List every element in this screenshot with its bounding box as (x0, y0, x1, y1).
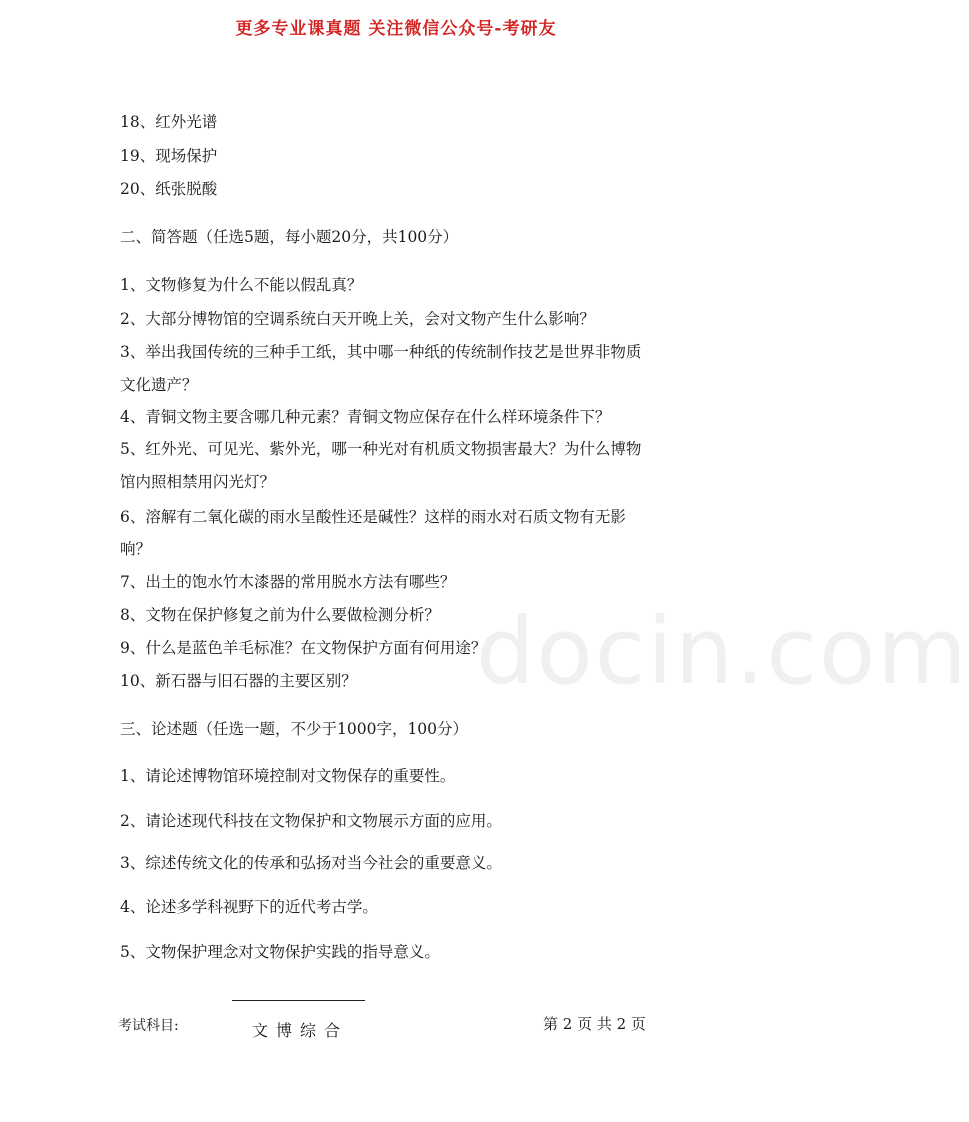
question-line: 响？ (120, 540, 152, 558)
question-line: 19、现场保护 (120, 147, 218, 165)
question-line: 3、综述传统文化的传承和弘扬对当今社会的重要意义。 (120, 854, 502, 872)
subject-label: 考试科目: (118, 1018, 179, 1034)
question-line: 8、文物在保护修复之前为什么要做检测分析？ (120, 606, 440, 624)
watermark: docin.com (476, 598, 969, 705)
question-line: 7、出土的饱水竹木漆器的常用脱水方法有哪些？ (120, 573, 456, 591)
question-line: 馆内照相禁用闪光灯？ (120, 473, 276, 491)
section-heading: 三、论述题（任选一题，不少于1000字，100分） (120, 720, 469, 738)
question-line: 5、文物保护理念对文物保护实践的指导意义。 (120, 943, 440, 961)
question-line: 2、请论述现代科技在文物保护和文物展示方面的应用。 (120, 812, 502, 830)
section-heading: 二、简答题（任选5题，每小题20分，共100分） (120, 228, 459, 246)
question-line: 1、请论述博物馆环境控制对文物保存的重要性。 (120, 767, 456, 785)
subject-name: 文博综合 (252, 1021, 349, 1040)
page-number: 第 2 页 共 2 页 (543, 1015, 646, 1033)
question-line: 20、纸张脱酸 (120, 180, 218, 198)
question-line: 10、新石器与旧石器的主要区别？ (120, 672, 357, 690)
question-line: 9、什么是蓝色羊毛标准？在文物保护方面有何用途？ (120, 639, 487, 657)
question-line: 5、红外光、可见光、紫外光，哪一种光对有机质文物损害最大？为什么博物 (120, 440, 642, 458)
question-line: 4、论述多学科视野下的近代考古学。 (120, 898, 378, 916)
subject-underline (232, 1000, 365, 1001)
question-line: 18、红外光谱 (120, 113, 218, 131)
question-line: 1、文物修复为什么不能以假乱真？ (120, 276, 363, 294)
question-line: 2、大部分博物馆的空调系统白天开晚上关，会对文物产生什么影响？ (120, 310, 595, 328)
header-banner: 更多专业课真题 关注微信公众号-考研友 (235, 19, 557, 39)
question-line: 3、举出我国传统的三种手工纸，其中哪一种纸的传统制作技艺是世界非物质 (120, 343, 642, 361)
question-line: 文化遗产？ (120, 376, 198, 394)
question-line: 4、青铜文物主要含哪几种元素？青铜文物应保存在什么样环境条件下？ (120, 408, 611, 426)
question-line: 6、溶解有二氧化碳的雨水呈酸性还是碱性？这样的雨水对石质文物有无影 (120, 508, 626, 526)
